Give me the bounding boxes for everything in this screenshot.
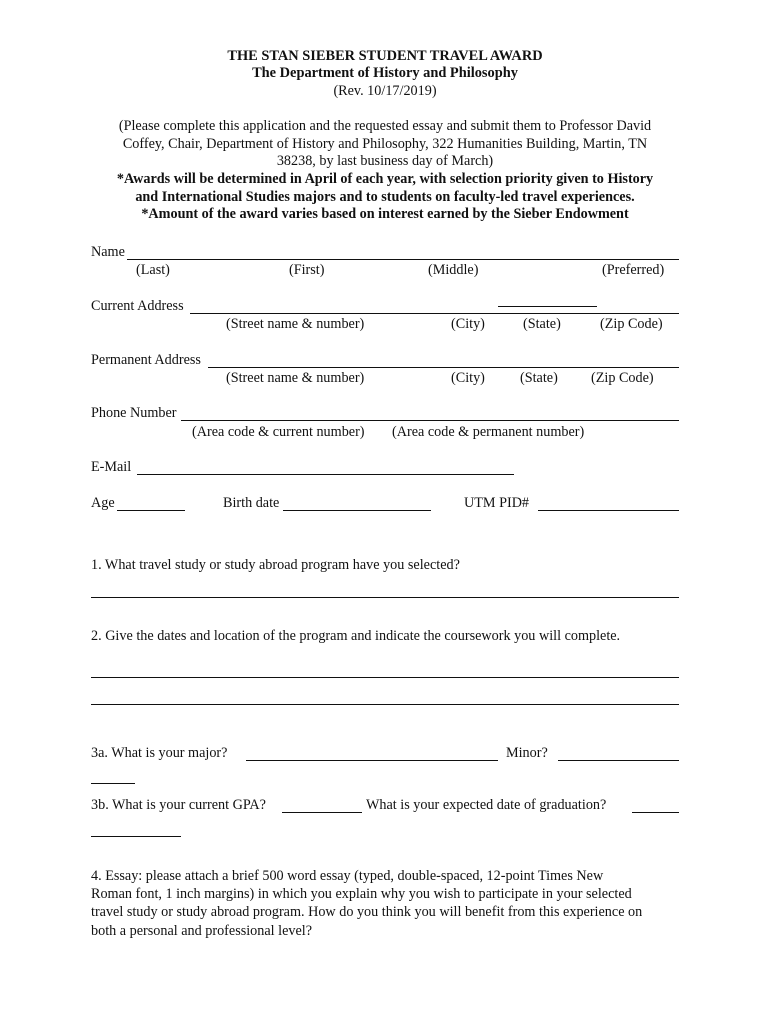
award-selection-note: and International Studies majors and to students on faculty-led travel experiences. [135,188,635,205]
question-1: 1. What travel study or study abroad program have you selected? [91,557,460,573]
phone-label: Phone Number [91,405,177,421]
essay-instructions-line: Roman font, 1 inch margins) in which you explain why you wish to participate in your selected [91,886,632,903]
permanent-address-sub-state: (State) [520,370,558,386]
question-2-answer-line[interactable] [91,704,679,705]
current-address-sub-zip: (Zip Code) [600,316,663,332]
permanent-address-field[interactable] [208,367,679,368]
email-field[interactable] [137,474,514,475]
submission-instructions [91,118,679,171]
graduation-date-field-continued[interactable] [91,836,181,837]
minor-field[interactable] [558,760,679,761]
question-3b-gpa: 3b. What is your current GPA? [91,797,266,813]
current-address-sub-city: (City) [451,316,485,332]
instructions-line: (Please complete this application and the requested essay and submit them to Professor David [118,118,652,134]
name-sub-first: (First) [289,262,325,278]
essay-instructions-line: both a personal and professional level? [91,922,313,939]
essay-instructions-line: 4. Essay: please attach a brief 500 word essay (typed, double-spaced, 12-point Times New [91,868,604,884]
current-address-sub-state: (State) [523,316,561,332]
name-sub-last: (Last) [136,262,170,278]
gpa-field[interactable] [282,812,362,813]
current-address-sub-street: (Street name & number) [226,316,365,332]
current-address-field[interactable] [190,313,679,314]
name-sub-middle: (Middle) [428,262,479,278]
age-label: Age [91,495,115,511]
question-3a-major: 3a. What is your major? [91,745,228,761]
phone-field[interactable] [181,420,679,421]
department-name: The Department of History and Philosophy [252,65,518,81]
current-address-state-field[interactable] [498,306,597,307]
question-3b-graduation: What is your expected date of graduation? [366,797,607,813]
award-amount-note: *Amount of the award varies based on interest earned by the Sieber Endowment [141,206,629,223]
question-2-answer-line[interactable] [91,677,679,678]
permanent-address-sub-zip: (Zip Code) [591,370,654,386]
permanent-address-sub-city: (City) [451,370,485,386]
minor-field-continued[interactable] [91,783,135,784]
email-label: E-Mail [91,459,132,475]
question-4-essay [91,867,683,940]
permanent-address-sub-street: (Street name & number) [226,370,365,386]
essay-instructions-line: travel study or study abroad program. How do you think you will benefit from this experience on [91,904,643,921]
name-label: Name [91,244,125,260]
current-address-label: Current Address [91,298,184,314]
phone-sub-permanent: (Area code & permanent number) [392,424,585,440]
graduation-date-field[interactable] [632,812,679,813]
instructions-line: Coffey, Chair, Department of History and Philosophy, 322 Humanities Building, Martin, TN [122,135,648,152]
award-notes [91,171,679,224]
major-field[interactable] [246,760,498,761]
question-1-answer-line[interactable] [91,597,679,598]
form-title: THE STAN SIEBER STUDENT TRAVEL AWARD [227,48,543,64]
name-field[interactable] [127,259,679,260]
name-sub-preferred: (Preferred) [602,262,665,278]
permanent-address-label: Permanent Address [91,352,201,368]
award-selection-note: *Awards will be determined in April of each year, with selection priority given to History [116,171,654,187]
question-2: 2. Give the dates and location of the program and indicate the coursework you will complete. [91,628,621,644]
question-3a-minor: Minor? [506,745,548,761]
utm-pid-field[interactable] [538,510,679,511]
birth-date-label: Birth date [223,495,280,511]
birth-date-field[interactable] [283,510,431,511]
revision-date: (Rev. 10/17/2019) [333,83,437,99]
phone-sub-current: (Area code & current number) [192,424,365,440]
age-field[interactable] [117,510,185,511]
instructions-line: 38238, by last business day of March) [276,153,494,169]
utm-pid-label: UTM PID# [464,495,530,511]
